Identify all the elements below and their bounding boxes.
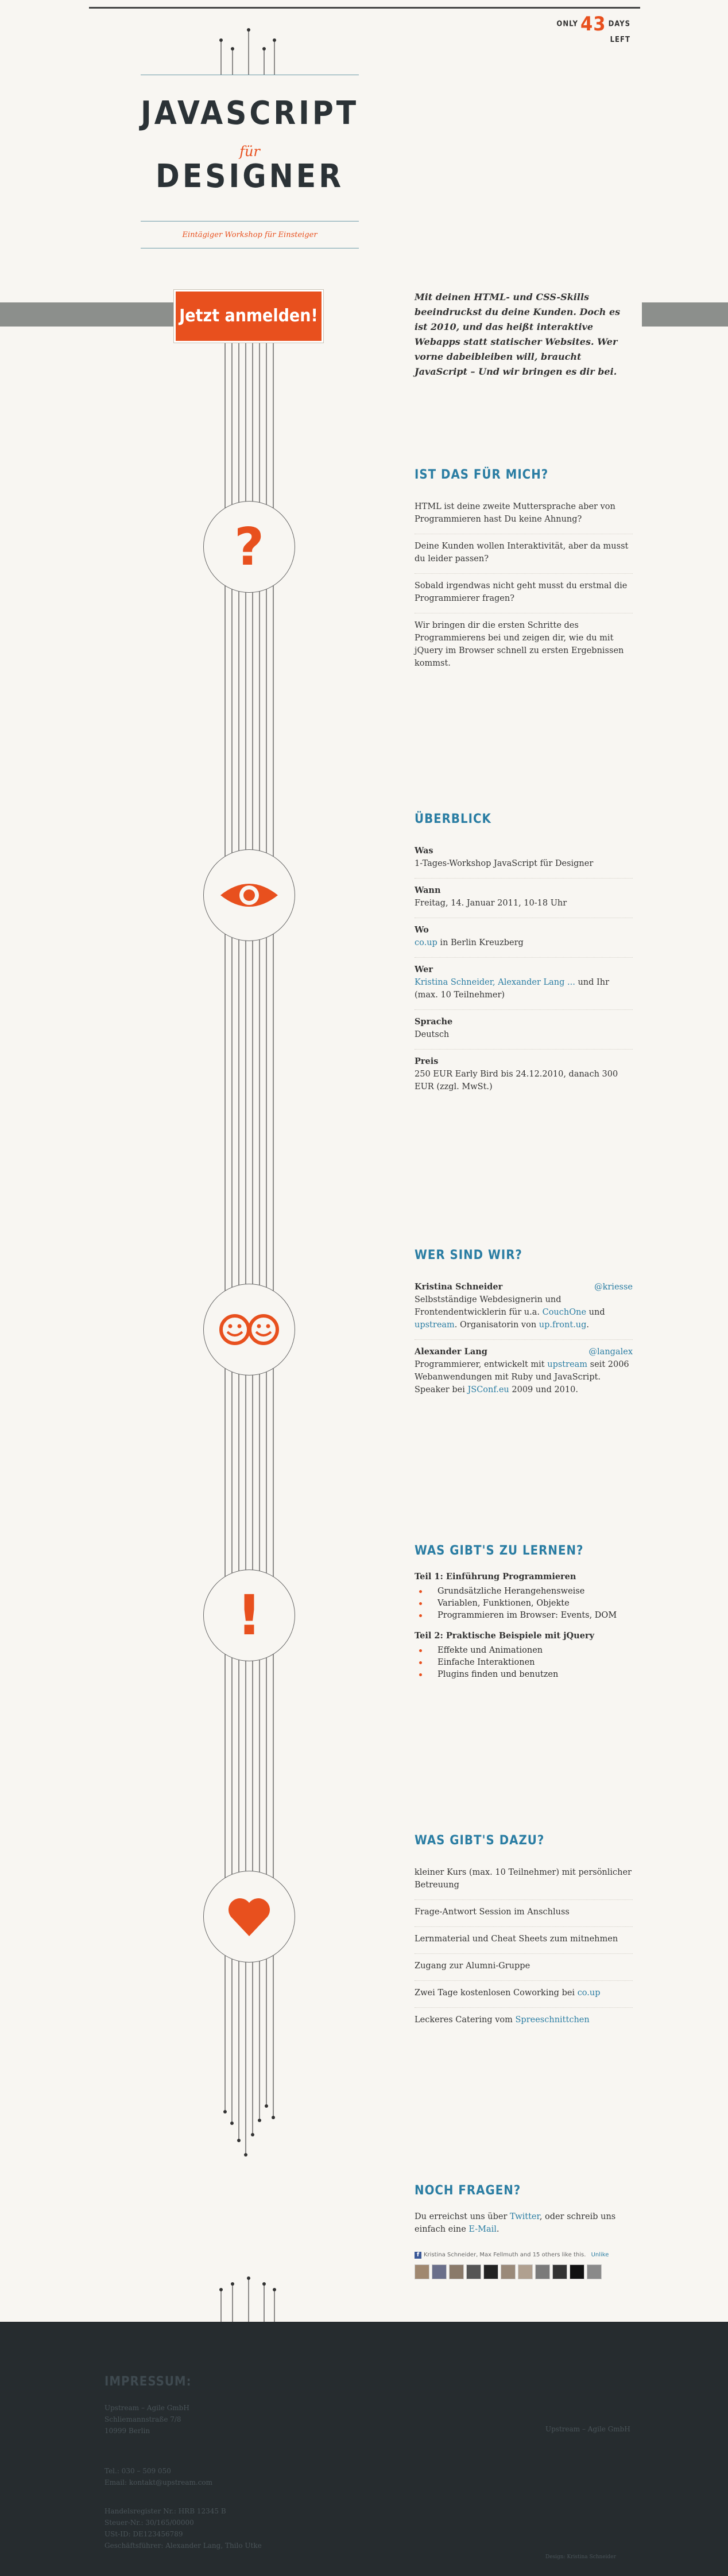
info-wo (415, 918, 633, 958)
email-link[interactable]: E-Mail (468, 2225, 497, 2234)
list-item (415, 1954, 633, 1981)
footer-credit: Design: Kristina Schneider (545, 2554, 616, 2560)
twitter-handle-link[interactable]: @kriesse (594, 1283, 633, 1292)
section-title: IST DAS FÜR MICH? (415, 468, 549, 482)
info-value: 1-Tages-Workshop JavaScript für Designer (415, 859, 594, 868)
speakers-link[interactable]: Kristina Schneider, Alexander Lang ... (415, 978, 575, 987)
avatar[interactable] (449, 2264, 464, 2279)
coup-link[interactable]: co.up (415, 938, 437, 947)
upstream-link[interactable]: upstream (415, 1320, 455, 1330)
upstream-link[interactable]: upstream (547, 1360, 588, 1369)
contact-text: , oder schreib uns einfach eine (415, 2212, 616, 2234)
item-text: Frage-Antwort Session im Anschluss (415, 1907, 570, 1917)
countdown-number: 43 (580, 13, 606, 36)
unlike-button[interactable]: Unlike (591, 2252, 609, 2258)
info-label: Sprache (415, 1017, 453, 1027)
logo-fuer: für (239, 143, 260, 160)
list-item (415, 1981, 633, 2008)
band-right (642, 302, 728, 327)
item-text: Zwei Tage kostenlosen Coworking bei (415, 1988, 578, 1998)
avatar[interactable] (552, 2264, 567, 2279)
list-item (415, 613, 633, 678)
facebook-like-text: Kristina Schneider, Max Fellmuth and 15 others like this. (424, 2252, 586, 2258)
avatar[interactable] (570, 2264, 584, 2279)
person-name: Alexander Lang (415, 1347, 487, 1357)
section-ueberblick (415, 812, 633, 1101)
part1-list (415, 1586, 633, 1622)
list-item: Effekte und Animationen (415, 1645, 633, 1657)
list-item (415, 2008, 633, 2034)
spreeschnittchen-link[interactable]: Spreeschnittchen (515, 2015, 590, 2025)
person-alexander (415, 1340, 633, 1404)
upfront-link[interactable]: up.front.ug (539, 1320, 587, 1330)
avatar[interactable] (415, 2264, 429, 2279)
info-value: und Ihr (max. 10 Teilnehmer) (415, 978, 610, 1000)
section-fuer-mich (415, 468, 633, 678)
eye-icon (203, 849, 295, 941)
info-label: Wo (415, 925, 429, 935)
facebook-avatars (415, 2264, 633, 2279)
avatar[interactable] (466, 2264, 481, 2279)
bio-text: . Organisatorin von (454, 1320, 539, 1330)
list-item (415, 1927, 633, 1954)
imprint-line: 10999 Berlin (104, 2427, 150, 2435)
imprint-line: Upstream – Agile GmbH (104, 2404, 189, 2412)
info-value: 250 EUR Early Bird bis 24.12.2010, danach 300 EUR (zzgl. MwSt.) (415, 1070, 618, 1091)
info-was (415, 839, 633, 879)
avatar[interactable] (501, 2264, 516, 2279)
twitter-link[interactable]: Twitter (510, 2212, 540, 2221)
avatar[interactable] (587, 2264, 602, 2279)
avatar[interactable] (432, 2264, 447, 2279)
bio-text: Programmierer, entwickelt mit (415, 1360, 548, 1369)
list-item (415, 495, 633, 534)
person-name: Kristina Schneider (415, 1282, 503, 1292)
countdown-suffix: DAYS LEFT (608, 20, 630, 44)
list-item: Grundsätzliche Herangehensweise (415, 1586, 633, 1598)
info-value: Freitag, 14. Januar 2011, 10-18 Uhr (415, 899, 567, 908)
bio-text: . (586, 1320, 590, 1330)
section-wer (415, 1248, 633, 1404)
coup-link[interactable]: co.up (577, 1988, 601, 1998)
info-label: Wer (415, 965, 433, 974)
part2-list (415, 1645, 633, 1681)
list-item: Programmieren im Browser: Events, DOM (415, 1610, 633, 1622)
twitter-handle-link[interactable]: @langalex (588, 1347, 633, 1357)
section-dazu (415, 1833, 633, 2034)
countdown-prefix: ONLY (556, 20, 578, 29)
bio-text: und (586, 1308, 605, 1317)
info-wer (415, 958, 633, 1010)
list-item (415, 534, 633, 574)
section-title: WER SIND WIR? (415, 1248, 522, 1262)
info-sprache (415, 1010, 633, 1050)
list-item: Einfache Interaktionen (415, 1657, 633, 1669)
jsconf-link[interactable]: JSConf.eu (467, 1385, 509, 1394)
item-text: Zugang zur Alumni-Gruppe (415, 1961, 530, 1971)
imprint-line: Schliemannstraße 7/8 (104, 2415, 181, 2423)
person-kristina (415, 1275, 633, 1340)
avatar[interactable] (483, 2264, 498, 2279)
item-text: kleiner Kurs (max. 10 Teilnehmer) mit persönlicher Betreuung (415, 1868, 632, 1890)
logo-line1: JAVASCRIPT (141, 95, 359, 132)
intro-text: Mit deinen HTML- und CSS-Skills beeindruckst du deine Kunden. Doch es ist 2010, und das heißt interaktive Webapps statt statischer Websites. Wer vorne dabeibleiben will, braucht JavaScript – Und wir bringen es dir bei. (415, 292, 621, 377)
imprint-register (104, 2505, 334, 2551)
info-wann (415, 879, 633, 918)
item-text: Deine Kunden wollen Interaktivität, aber da musst du leider passen? (415, 542, 629, 564)
imprint-line: USt-ID: DE123456789 (104, 2530, 183, 2538)
imprint-line: Steuer-Nr.: 30/165/00000 (104, 2519, 194, 2527)
list-item (415, 574, 633, 613)
section-title: WAS GIBT'S DAZU? (415, 1833, 545, 1848)
avatar[interactable] (535, 2264, 550, 2279)
question-mark-icon: ? (203, 501, 295, 593)
info-value: Deutsch (415, 1030, 450, 1039)
info-label: Was (415, 846, 433, 856)
item-text: Sobald irgendwas nicht geht musst du erstmal die Programmierer fragen? (415, 581, 628, 603)
imprint-line: Tel.: 030 – 509 050 (104, 2467, 171, 2475)
bio-text: 2009 und 2010. (509, 1385, 578, 1394)
item-text: HTML ist deine zweite Muttersprache aber von Programmieren hast Du keine Ahnung? (415, 502, 615, 524)
register-button[interactable]: Jetzt anmelden! (174, 290, 323, 343)
heart-icon (203, 1871, 295, 1963)
list-item: Plugins finden und benutzen (415, 1669, 633, 1681)
facebook-icon: f (415, 2252, 421, 2259)
part-title: Teil 1: Einführung Programmieren (415, 1572, 576, 1582)
section-lernen (415, 1544, 633, 1689)
info-preis (415, 1050, 633, 1101)
section-fragen (415, 2183, 633, 2279)
info-value: in Berlin Kreuzberg (437, 938, 524, 947)
footer-company: Upstream – Agile GmbH (545, 2425, 630, 2433)
avatar[interactable] (518, 2264, 533, 2279)
section-title: ÜBERBLICK (415, 812, 491, 826)
item-text: Leckeres Catering vom (415, 2015, 516, 2025)
logo-subtitle: Eintägiger Workshop für Einsteiger (182, 231, 317, 239)
section-title: WAS GIBT'S ZU LERNEN? (415, 1544, 584, 1558)
footer-title: IMPRESSUM: (104, 2375, 192, 2389)
facebook-like-box (415, 2252, 633, 2279)
item-text: Lernmaterial und Cheat Sheets zum mitnehmen (415, 1934, 618, 1944)
info-label: Wann (415, 885, 441, 895)
list-item (415, 1860, 633, 1900)
imprint-address (104, 2402, 334, 2437)
info-label: Preis (415, 1056, 439, 1066)
exclamation-icon: ! (203, 1569, 295, 1661)
couchone-link[interactable]: CouchOne (542, 1308, 587, 1317)
item-text: Wir bringen dir die ersten Schritte des Programmierens bei und zeigen dir, wie du mit jQuery im Browser schnell zu ersten Ergebnissen kommst. (415, 621, 624, 668)
list-item: Variablen, Funktionen, Objekte (415, 1598, 633, 1610)
footer (0, 2322, 728, 2576)
part-title: Teil 2: Praktische Beispiele mit jQuery (415, 1631, 595, 1641)
contact-text: Du erreichst uns über (415, 2212, 510, 2221)
smiley-faces-icon (203, 1284, 295, 1376)
contact-text: . (496, 2225, 499, 2234)
list-item (415, 1900, 633, 1927)
imprint-line: Geschäftsführer: Alexander Lang, Thilo Utke (104, 2542, 262, 2550)
imprint-line: Email: kontakt@upstream.com (104, 2478, 213, 2486)
imprint-line: Handelsregister Nr.: HRB 12345 B (104, 2507, 226, 2515)
imprint-contact (104, 2465, 334, 2488)
bio-text: seit 2006 Webanwendungen mit Ruby und JavaScript. Speaker bei (415, 1360, 629, 1394)
logo-line2: DESIGNER (155, 158, 344, 195)
section-title: NOCH FRAGEN? (415, 2183, 521, 2198)
bio-text: Selbstständige Webdesignerin und Frontendentwicklerin für u.a. (415, 1295, 562, 1317)
